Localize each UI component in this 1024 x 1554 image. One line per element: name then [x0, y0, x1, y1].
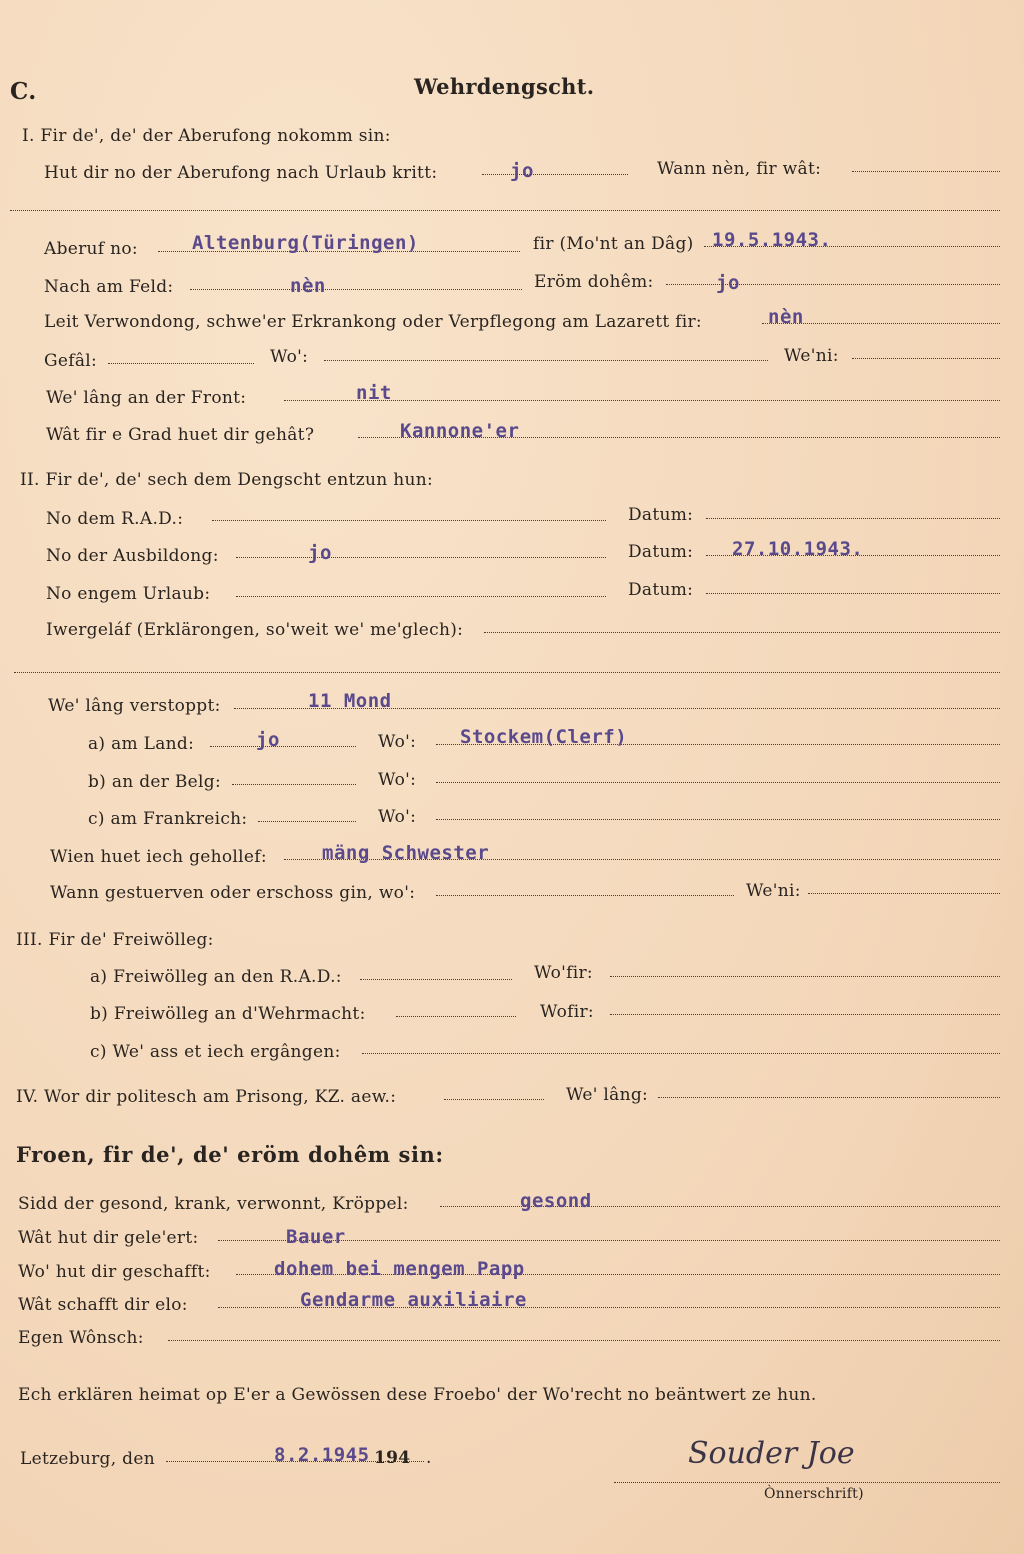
signature: Souder Joe	[688, 1436, 855, 1471]
health-label: Sidd der gesond, krank, verwonnt, Kröppel:	[18, 1194, 409, 1214]
for-value: 19.5.1943.	[712, 229, 832, 251]
declaration-text: Ech erklären heimat op E'er a Gewössen dese Froebo' der Wo'recht no beäntwert ze hun.	[18, 1385, 817, 1405]
home-label: Eröm dohêm:	[534, 272, 654, 292]
training-line	[236, 557, 606, 558]
front-label: We' lâng an der Front:	[46, 388, 247, 408]
died-when-label: We'ni:	[746, 881, 801, 901]
date-period: .	[426, 1448, 432, 1468]
land-value: jo	[256, 729, 280, 751]
home-value: jo	[716, 272, 740, 294]
wound-label: Leit Verwondong, schwe'er Erkrankong oder Verpflegong am Lazarett fir:	[44, 312, 702, 332]
field-label: Nach am Feld:	[44, 277, 174, 297]
vol-rad-for-label: Wo'fir:	[534, 963, 593, 983]
q-when-line	[852, 171, 1000, 172]
prison-how-long-label: We' lâng:	[566, 1085, 649, 1105]
fallen-where-line	[324, 360, 768, 361]
rad-label: No dem R.A.D.:	[46, 509, 184, 529]
section-letter: C.	[10, 78, 37, 105]
date-suffix: 194	[374, 1448, 411, 1468]
wish-line	[168, 1340, 1000, 1341]
fallen-where-label: Wo':	[270, 347, 309, 367]
hidden-label: We' lâng verstoppt:	[48, 696, 221, 716]
home-section-heading: Froen, fir de', de' eröm dohêm sin:	[16, 1142, 444, 1167]
date-value: 8.2.1945	[274, 1444, 370, 1466]
vol-how-line	[362, 1053, 1000, 1054]
for-label: fir (Mo'nt an Dâg)	[533, 234, 694, 254]
helped-value: mäng Schwester	[322, 842, 490, 864]
rad-line	[212, 520, 606, 521]
front-value: nit	[356, 382, 392, 404]
fallen-label: Gefâl:	[44, 351, 98, 371]
vol-wehr-for-label: Wofir:	[540, 1002, 594, 1022]
land-line	[210, 746, 356, 747]
died-line	[436, 895, 734, 896]
section2-heading: II. Fir de', de' sech dem Dengscht entzun hun:	[20, 470, 433, 490]
leave-date-label: Datum:	[628, 580, 694, 600]
rad-date-line	[706, 518, 1000, 519]
hidden-value: 11 Mond	[308, 690, 392, 712]
france-line	[258, 821, 356, 822]
rad-date-label: Datum:	[628, 505, 694, 525]
section3-heading: III. Fir de' Freiwölleg:	[16, 930, 214, 950]
worked-label: Wo' hut dir geschafft:	[18, 1262, 211, 1282]
field-line	[190, 289, 522, 290]
belgium-where-label: Wo':	[378, 770, 417, 790]
rank-value: Kannone'er	[400, 420, 520, 442]
now-label: Wât schafft dir elo:	[18, 1295, 188, 1315]
france-label: c) am Frankreich:	[88, 809, 248, 829]
belgium-where-line	[436, 782, 1000, 783]
vol-rad-line	[360, 979, 512, 980]
vol-wehr-line	[396, 1016, 516, 1017]
events-line	[484, 632, 1000, 633]
died-when-line	[808, 893, 1000, 894]
fallen-when-label: We'ni:	[784, 346, 839, 366]
q-when-label: Wann nèn, fir wât:	[657, 159, 822, 179]
prison-how-long-line	[658, 1097, 1000, 1098]
events-line-2	[14, 672, 1000, 673]
leave-date-line	[706, 593, 1000, 594]
wound-value: nèn	[768, 306, 804, 328]
fallen-when-line	[852, 358, 1000, 359]
training-value: jo	[308, 542, 332, 564]
training-date-value: 27.10.1943.	[732, 538, 864, 560]
section1-heading: I. Fir de', de' der Aberufong nokomm sin:	[22, 126, 391, 146]
signature-label: Ònnerschrift)	[764, 1486, 864, 1502]
training-date-label: Datum:	[628, 542, 694, 562]
died-label: Wann gestuerven oder erschoss gin, wo':	[50, 883, 416, 903]
vol-wehr-for-line	[610, 1014, 1000, 1015]
prison-line	[444, 1099, 544, 1100]
rank-label: Wât fir e Grad huet dir gehât?	[46, 425, 315, 445]
land-label: a) am Land:	[88, 734, 195, 754]
training-label: No der Ausbildong:	[46, 546, 219, 566]
now-value: Gendarme auxiliaire	[300, 1289, 527, 1311]
health-value: gesond	[520, 1190, 592, 1212]
q-recall-line	[482, 174, 628, 175]
field-value: nèn	[290, 275, 326, 297]
fallen-line	[108, 363, 254, 364]
signature-line	[614, 1482, 1000, 1483]
leave-line	[236, 596, 606, 597]
page-title: Wehrdengscht.	[414, 74, 595, 99]
vol-how-label: c) We' ass et iech ergângen:	[90, 1042, 341, 1062]
q-when-line-2	[10, 210, 1000, 211]
france-where-line	[436, 819, 1000, 820]
land-where-label: Wo':	[378, 732, 417, 752]
belgium-line	[232, 784, 356, 785]
events-label: Iwergeláf (Erklärongen, so'weit we' me'glech):	[46, 620, 464, 640]
learned-label: Wât hut dir gele'ert:	[18, 1228, 199, 1248]
wish-label: Egen Wônsch:	[18, 1328, 144, 1348]
recall-value: Altenburg(Türingen)	[192, 232, 419, 254]
france-where-label: Wo':	[378, 807, 417, 827]
q-recall-label: Hut dir no der Aberufong nach Urlaub kritt:	[44, 163, 438, 183]
helped-label: Wien huet iech gehollef:	[50, 847, 267, 867]
vol-wehr-label: b) Freiwölleg an d'Wehrmacht:	[90, 1004, 366, 1024]
vol-rad-label: a) Freiwölleg an den R.A.D.:	[90, 967, 342, 987]
q-recall-value: jo	[510, 160, 534, 182]
learned-value: Bauer	[286, 1226, 346, 1248]
section4-heading: IV. Wor dir politesch am Prisong, KZ. aew.:	[16, 1087, 397, 1107]
recall-label: Aberuf no:	[44, 239, 138, 259]
belgium-label: b) an der Belg:	[88, 772, 221, 792]
place-label: Letzeburg, den	[20, 1449, 155, 1469]
land-where-value: Stockem(Clerf)	[460, 726, 628, 748]
vol-rad-for-line	[610, 976, 1000, 977]
worked-value: dohem bei mengem Papp	[274, 1258, 525, 1280]
leave-label: No engem Urlaub:	[46, 584, 211, 604]
